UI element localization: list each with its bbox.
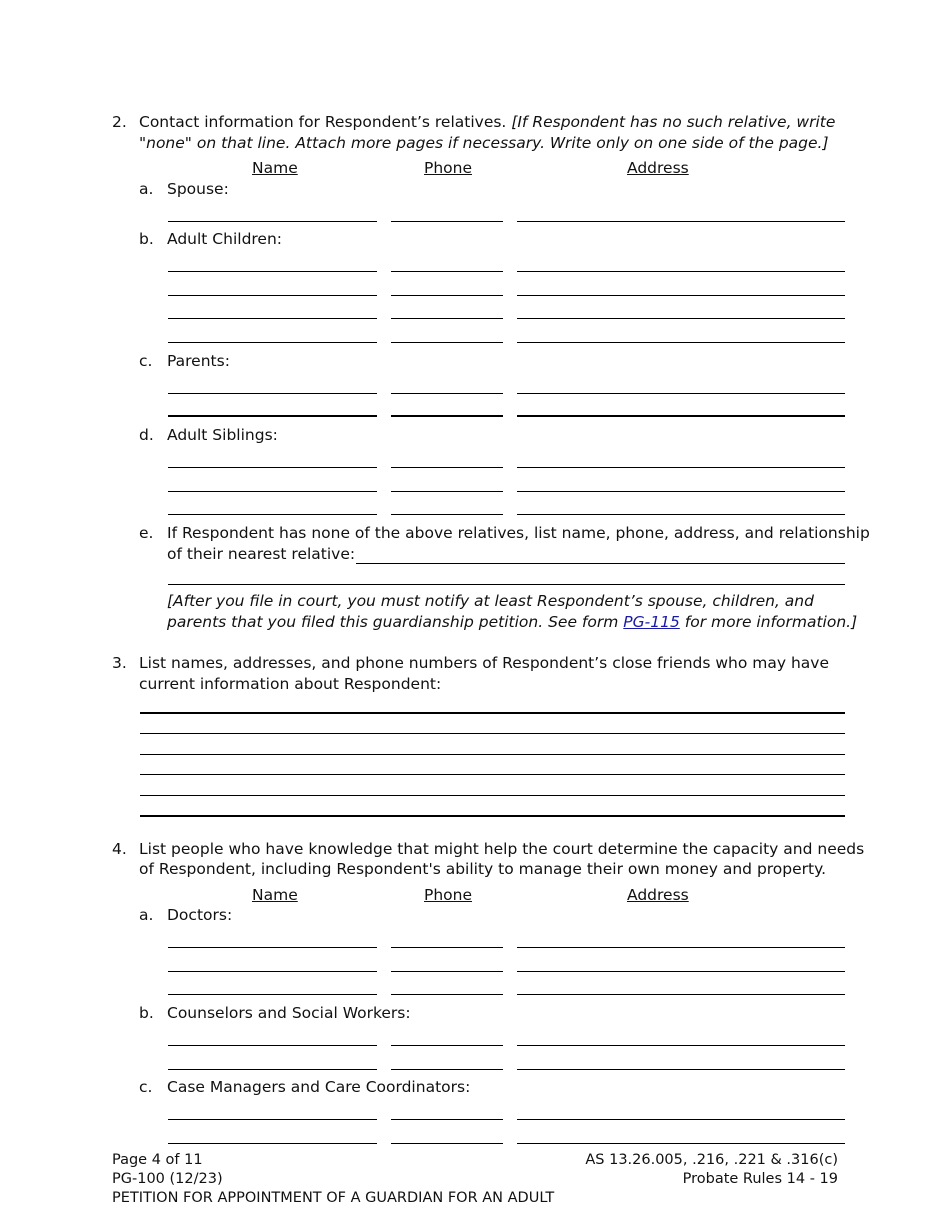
adult-children-label: Adult Children: <box>167 230 283 248</box>
nearest-relative-line2: of their nearest relative: <box>167 545 356 563</box>
section-3-number: 3. <box>112 654 127 672</box>
phone-field[interactable] <box>391 491 503 492</box>
name-field[interactable] <box>168 1143 377 1144</box>
phone-field[interactable] <box>391 514 503 515</box>
friends-field[interactable] <box>140 712 845 714</box>
address-field[interactable] <box>517 491 845 492</box>
name-field[interactable] <box>168 514 377 515</box>
item-letter: a. <box>139 180 154 198</box>
name-field[interactable] <box>168 415 377 417</box>
address-field[interactable] <box>517 467 845 468</box>
section-2-intro <box>139 112 835 132</box>
footer-rules: Probate Rules 14 - 19 <box>682 1171 838 1187</box>
item-letter: c. <box>139 352 153 370</box>
address-field[interactable] <box>517 318 845 319</box>
address-field[interactable] <box>517 947 845 948</box>
address-field[interactable] <box>517 994 845 995</box>
name-field[interactable] <box>168 342 377 343</box>
friends-field[interactable] <box>140 795 845 796</box>
counselors-label: Counselors and Social Workers: <box>167 1004 411 1022</box>
address-field[interactable] <box>517 1069 845 1070</box>
notice-line2 <box>167 612 857 632</box>
spouse-label: Spouse: <box>167 180 229 198</box>
phone-field[interactable] <box>391 467 503 468</box>
address-field[interactable] <box>517 271 845 272</box>
section-3-line1: List names, addresses, and phone numbers of Respondent’s close friends who may have <box>139 654 830 672</box>
column-header-address: Address <box>627 159 689 177</box>
column-header-phone: Phone <box>424 159 473 177</box>
address-field[interactable] <box>517 1045 845 1046</box>
name-field[interactable] <box>168 971 377 972</box>
phone-field[interactable] <box>391 1069 503 1070</box>
item-letter: a. <box>139 906 154 924</box>
address-field[interactable] <box>517 514 845 515</box>
section-2-note-line2: "none" on that line. Attach more pages if necessary. Write only on one side of the page.] <box>139 134 829 152</box>
phone-field[interactable] <box>391 1045 503 1046</box>
name-field[interactable] <box>168 393 377 394</box>
name-field[interactable] <box>168 318 377 319</box>
footer-form-number: PG-100 (12/23) <box>112 1171 223 1187</box>
nearest-relative-line1: If Respondent has none of the above relatives, list name, phone, address, and relationship <box>167 524 870 542</box>
section-4-line2: of Respondent, including Respondent's ability to manage their own money and property. <box>139 860 827 878</box>
phone-field[interactable] <box>391 1143 503 1144</box>
footer-form-title: PETITION FOR APPOINTMENT OF A GUARDIAN FOR AN ADULT <box>112 1190 555 1206</box>
adult-siblings-label: Adult Siblings: <box>167 426 278 444</box>
friends-field[interactable] <box>140 774 845 775</box>
name-field[interactable] <box>168 271 377 272</box>
name-field[interactable] <box>168 1119 377 1120</box>
doctors-label: Doctors: <box>167 906 233 924</box>
address-field[interactable] <box>517 295 845 296</box>
notice-line1: [After you file in court, you must notify at least Respondent’s spouse, children, and <box>167 592 814 610</box>
phone-field[interactable] <box>391 994 503 995</box>
section-2-number: 2. <box>112 113 127 131</box>
section-3-line2: current information about Respondent: <box>139 675 442 693</box>
item-letter: c. <box>139 1078 153 1096</box>
notice-text: parents that you filed this guardianship petition. See form <box>167 613 619 631</box>
section-2-text: Contact information for Respondent’s relatives. <box>139 113 507 131</box>
phone-field[interactable] <box>391 971 503 972</box>
item-letter: d. <box>139 426 154 444</box>
address-field[interactable] <box>517 1119 845 1120</box>
pg-115-link[interactable]: PG-115 <box>623 613 680 631</box>
address-field[interactable] <box>517 971 845 972</box>
friends-field[interactable] <box>140 733 845 734</box>
friends-field[interactable] <box>140 815 845 817</box>
phone-field[interactable] <box>391 271 503 272</box>
parents-label: Parents: <box>167 352 230 370</box>
friends-field[interactable] <box>140 754 845 755</box>
name-field[interactable] <box>168 994 377 995</box>
phone-field[interactable] <box>391 318 503 319</box>
notice-text-end: for more information.] <box>684 613 858 631</box>
phone-field[interactable] <box>391 947 503 948</box>
address-field[interactable] <box>517 415 845 417</box>
name-field[interactable] <box>168 467 377 468</box>
name-field[interactable] <box>168 295 377 296</box>
phone-field[interactable] <box>391 1119 503 1120</box>
section-2-note: [If Respondent has no such relative, write <box>511 113 836 131</box>
name-field[interactable] <box>168 491 377 492</box>
phone-field[interactable] <box>391 415 503 417</box>
phone-field[interactable] <box>391 221 503 222</box>
address-field[interactable] <box>517 221 845 222</box>
case-managers-label: Case Managers and Care Coordinators: <box>167 1078 471 1096</box>
column-header-name: Name <box>252 886 298 904</box>
footer-page-number: Page 4 of 11 <box>112 1152 203 1168</box>
nearest-relative-field-2[interactable] <box>168 584 845 585</box>
address-field[interactable] <box>517 342 845 343</box>
phone-field[interactable] <box>391 295 503 296</box>
column-header-name: Name <box>252 159 298 177</box>
column-header-phone: Phone <box>424 886 473 904</box>
footer-statute: AS 13.26.005, .216, .221 & .316(c) <box>585 1152 838 1168</box>
phone-field[interactable] <box>391 342 503 343</box>
name-field[interactable] <box>168 221 377 222</box>
name-field[interactable] <box>168 1045 377 1046</box>
section-4-number: 4. <box>112 840 127 858</box>
item-letter: b. <box>139 230 154 248</box>
item-letter: e. <box>139 524 154 542</box>
nearest-relative-field[interactable] <box>356 563 845 564</box>
section-4-line1: List people who have knowledge that might help the court determine the capacity and needs <box>139 840 865 858</box>
item-letter: b. <box>139 1004 154 1022</box>
name-field[interactable] <box>168 1069 377 1070</box>
address-field[interactable] <box>517 1143 845 1144</box>
name-field[interactable] <box>168 947 377 948</box>
address-field[interactable] <box>517 393 845 394</box>
column-header-address: Address <box>627 886 689 904</box>
phone-field[interactable] <box>391 393 503 394</box>
